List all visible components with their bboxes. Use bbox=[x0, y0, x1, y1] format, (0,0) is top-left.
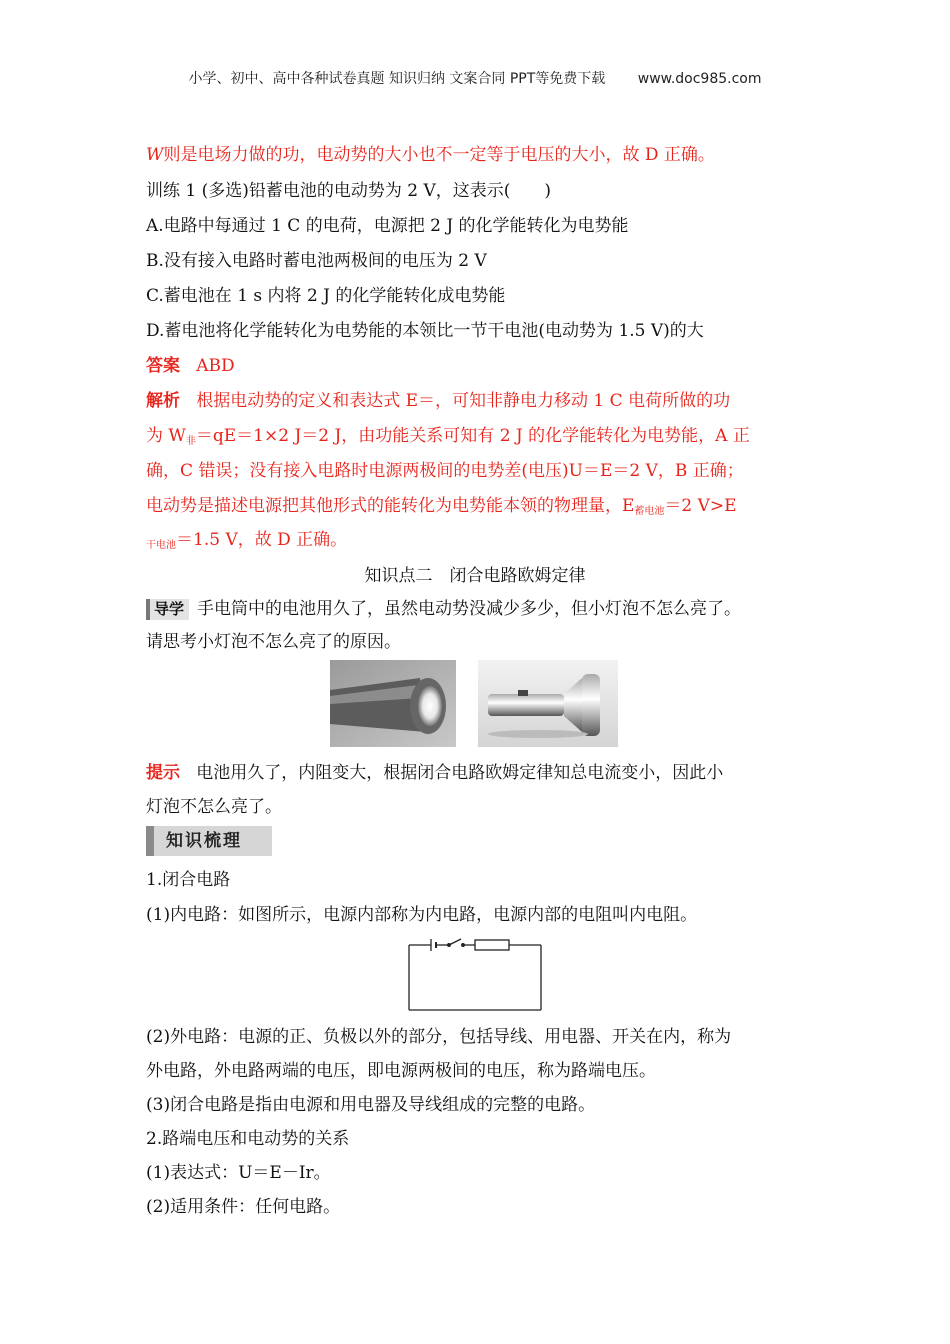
continuation-text: 则是电场力做的功，电动势的大小也不一定等于电压的大小，故 D 正确。 bbox=[163, 145, 715, 165]
option-a: A.电路中每通过 1 C 的电荷，电源把 2 J 的化学能转化为电势能 bbox=[146, 216, 629, 236]
guide-line-1 bbox=[146, 597, 826, 621]
hint-label: 提示 bbox=[146, 763, 180, 783]
answer-label: 答案 bbox=[146, 356, 180, 376]
option-d: D.蓄电池将化学能转化为电势能的本领比一节干电池(电动势为 1.5 V)的大 bbox=[146, 321, 704, 341]
a2-rest: ＝qE＝1×2 J＝2 J，由功能关系可知有 2 J 的化学能转化为电势能，A 正 bbox=[195, 426, 750, 446]
exercise-stem: 训练 1 (多选)铅蓄电池的电动势为 2 V，这表示( ) bbox=[146, 181, 552, 201]
a4-pre: 电动势是描述电源把其他形式的能转化为电势能本领的物理量，E bbox=[146, 496, 635, 516]
section-title: 知识点二 闭合电路欧姆定律 bbox=[364, 566, 586, 586]
expression-line: (1)表达式：U＝E－Ir。 bbox=[146, 1163, 331, 1183]
analysis-line-4 bbox=[146, 494, 826, 524]
guide-tag: 导学 bbox=[146, 599, 189, 620]
resistor-symbol bbox=[475, 940, 509, 950]
analysis-line-3: 确，C 错误；没有接入电路时电源两极间的电势差(电压)U＝E＝2 V，B 正确； bbox=[146, 461, 744, 481]
switch-blade bbox=[449, 939, 461, 945]
hint-text-1: 电池用久了，内阻变大，根据闭合电路欧姆定律知总电流变小，因此小 bbox=[196, 763, 724, 783]
analysis-line-2 bbox=[146, 424, 826, 454]
analysis-label: 解析 bbox=[146, 391, 180, 411]
page-header bbox=[0, 68, 950, 88]
header-tagline: 小学、初中、高中各种试卷真题 知识归纳 文案合同 PPT等免费下载 bbox=[188, 71, 606, 87]
circuit-diagram bbox=[405, 935, 545, 1015]
answer-line bbox=[146, 354, 826, 378]
guide-line-2: 请思考小灯泡不怎么亮了的原因。 bbox=[146, 632, 401, 652]
heading-terminal-voltage: 2.路端电压和电动势的关系 bbox=[146, 1129, 350, 1149]
inner-circuit-text: (1)内电路：如图所示，电源内部称为内电路，电源内部的电阻叫内电阻。 bbox=[146, 905, 698, 925]
flashlight-photo-side bbox=[478, 660, 618, 747]
guide-text-1: 手电筒中的电池用久了，虽然电动势没减少多少，但小灯泡不怎么亮了。 bbox=[197, 599, 742, 619]
option-b: B.没有接入电路时蓄电池两极间的电压为 2 V bbox=[146, 251, 487, 271]
knowledge-bar: 知识梳理 bbox=[146, 826, 272, 856]
analysis-text-1: 根据电动势的定义和表达式 E＝，可知非静电力移动 1 C 电荷所做的功 bbox=[196, 391, 731, 411]
option-c: C.蓄电池在 1 s 内将 2 J 的化学能转化成电势能 bbox=[146, 286, 506, 306]
applicable-condition: (2)适用条件：任何电路。 bbox=[146, 1197, 341, 1217]
closed-circuit-def: (3)闭合电路是指由电源和用电器及导线组成的完整的电路。 bbox=[146, 1095, 596, 1115]
a2-pre: 为 W bbox=[146, 426, 186, 446]
heading-closed-circuit: 1.闭合电路 bbox=[146, 870, 231, 890]
var-w: W bbox=[146, 145, 164, 165]
hint-line-2: 灯泡不怎么亮了。 bbox=[146, 797, 282, 817]
hint-line-1 bbox=[146, 761, 826, 785]
a5-rest: ＝1.5 V，故 D 正确。 bbox=[176, 530, 348, 550]
a2-sub: 非 bbox=[185, 436, 196, 447]
header-site[interactable]: www.doc985.com bbox=[637, 71, 762, 87]
analysis-line-5 bbox=[146, 528, 826, 558]
answer-value: ABD bbox=[196, 356, 235, 376]
a5-sub: 干电池 bbox=[146, 540, 176, 551]
a4-sub: 蓄电池 bbox=[634, 506, 665, 517]
a4-rest: ＝2 V>E bbox=[664, 496, 737, 516]
analysis-line-1 bbox=[146, 389, 826, 413]
outer-circuit-text-1: (2)外电路：电源的正、负极以外的部分，包括导线、用电器、开关在内，称为 bbox=[146, 1027, 732, 1047]
outer-circuit-text-2: 外电路，外电路两端的电压，即电源两极间的电压，称为路端电压。 bbox=[146, 1061, 656, 1081]
analysis-continuation bbox=[146, 143, 826, 167]
flashlight-photo-front bbox=[330, 660, 456, 747]
